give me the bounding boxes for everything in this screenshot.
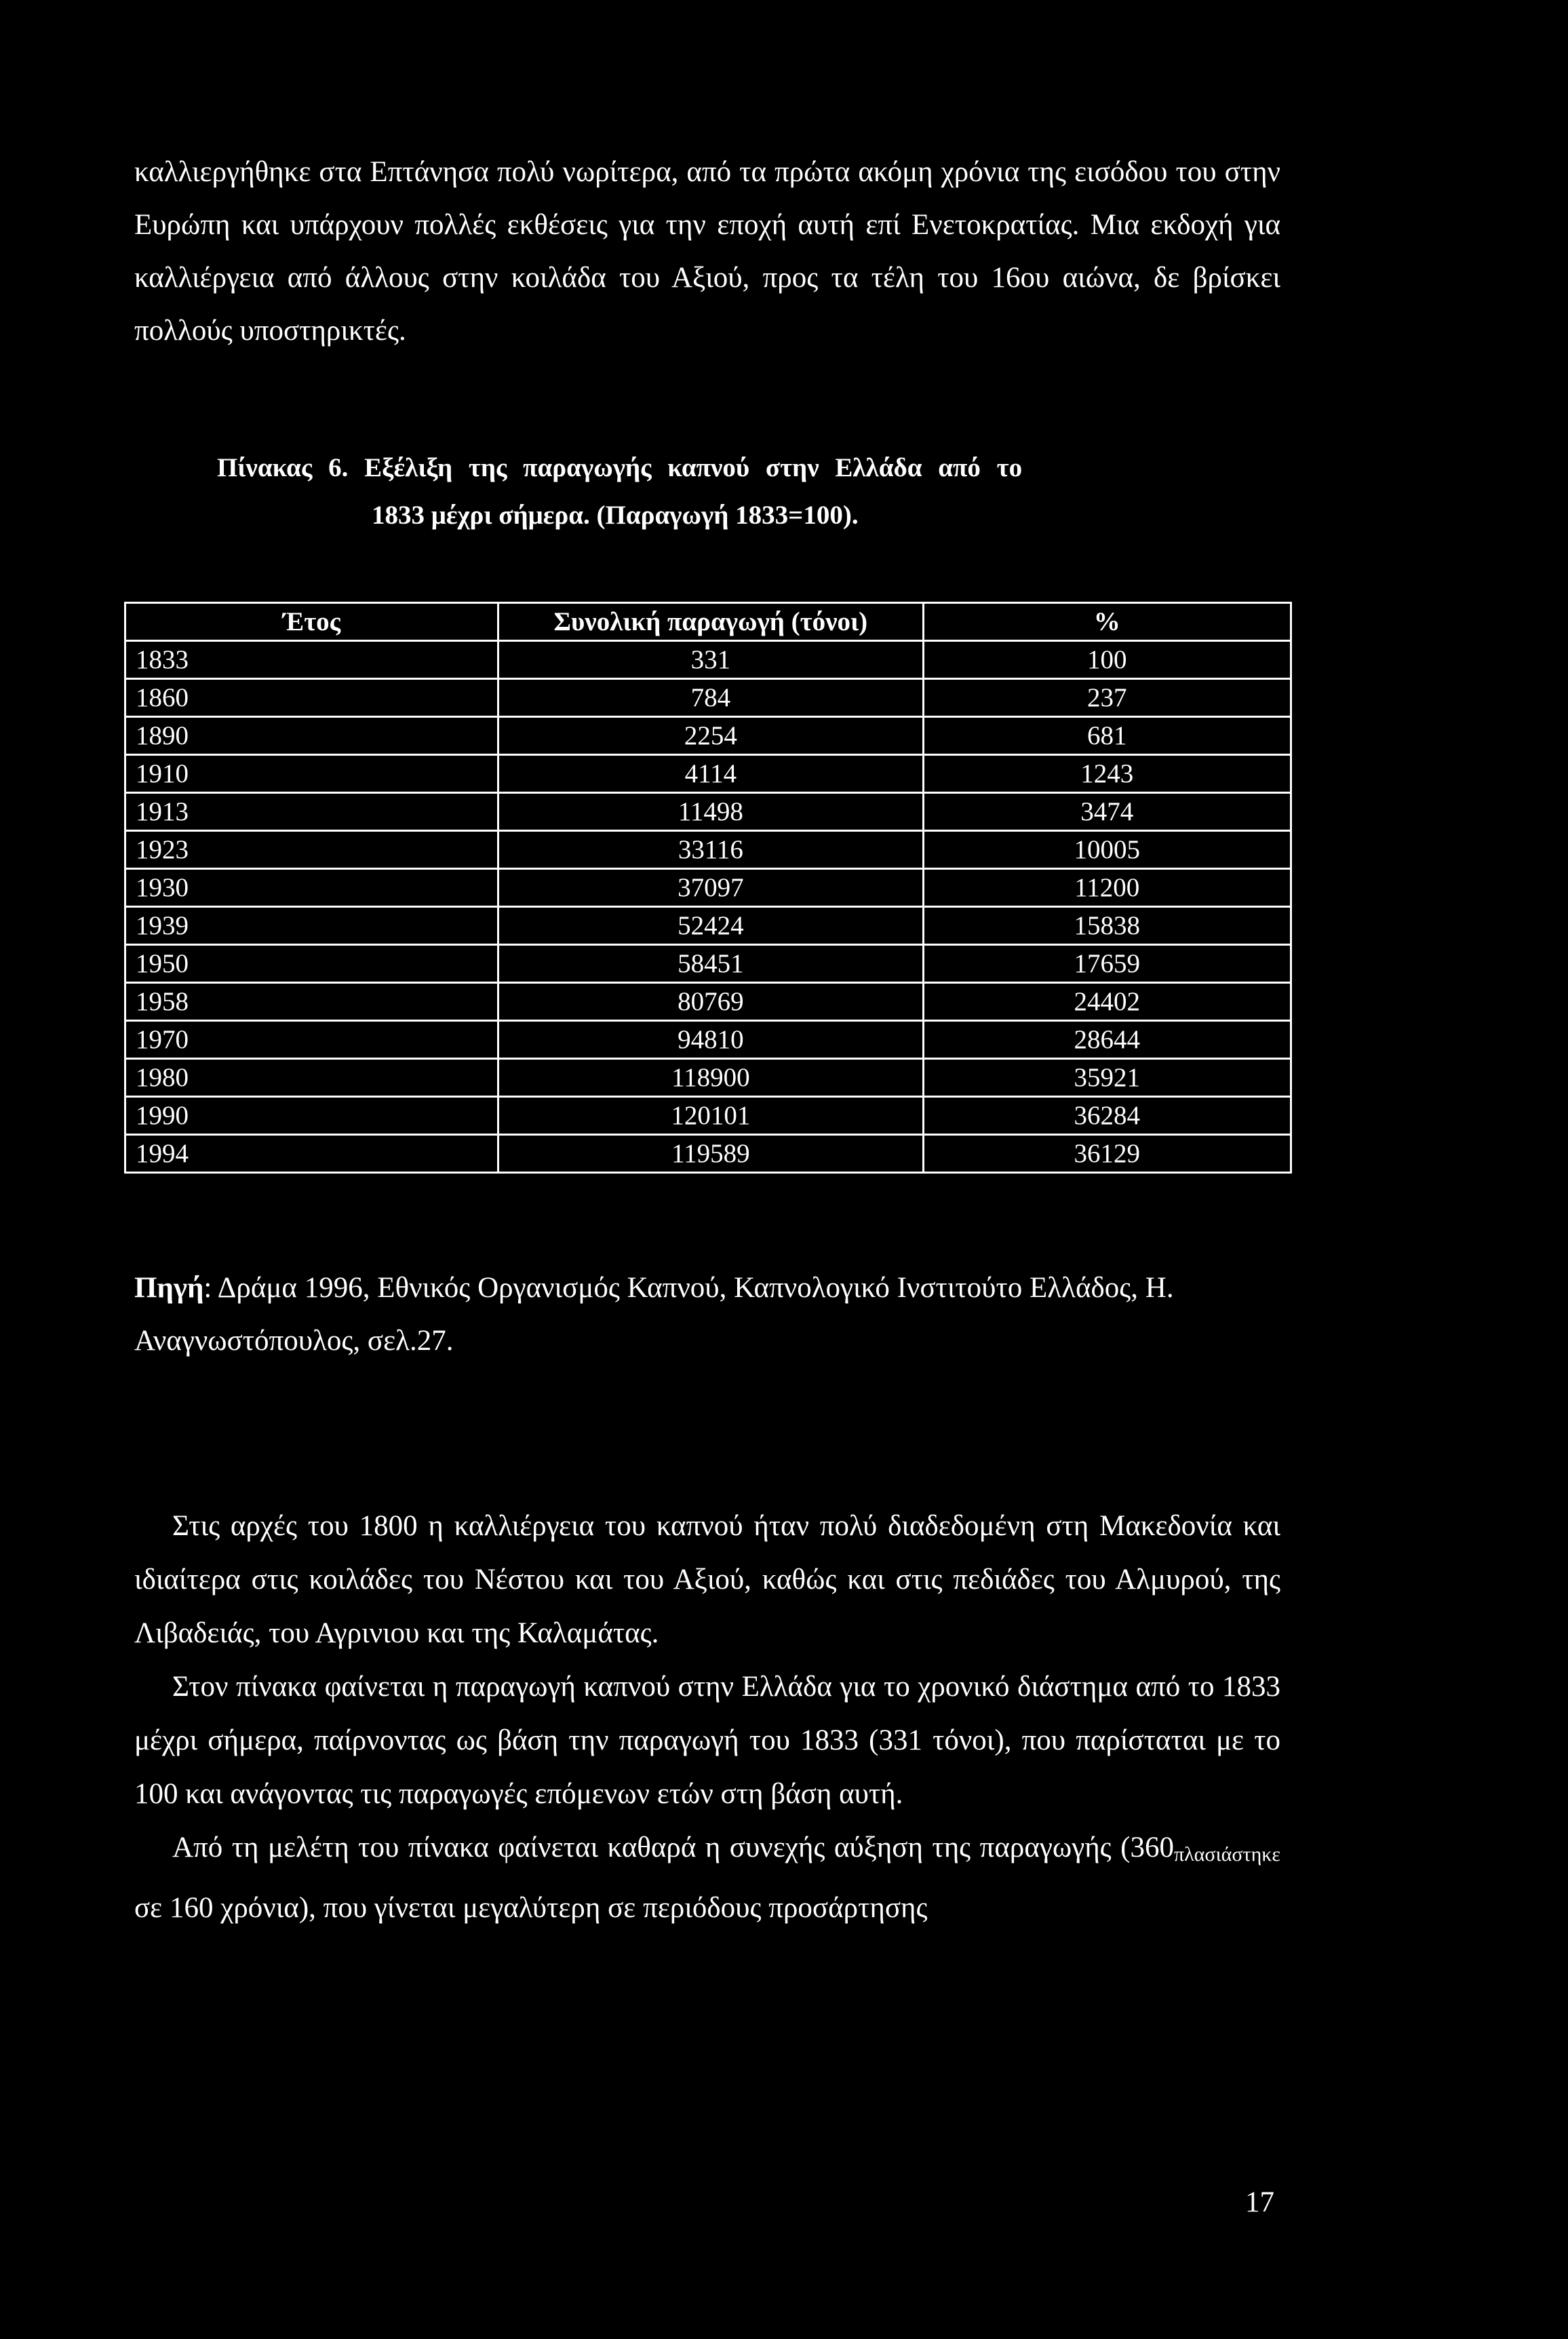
body-paragraph-3-start: Από τη μελέτη του πίνακα φαίνεται καθαρά η συνεχής αύξηση της παραγωγής (360 [172, 1832, 1174, 1863]
cell-total-production: 784 [498, 679, 923, 717]
table-caption-line2: 1833 μέχρι σήμερα. (Παραγωγή 1833=100). [372, 501, 859, 530]
cell-year: 1994 [125, 1135, 498, 1173]
cell-year: 1990 [125, 1097, 498, 1135]
cell-total-production: 94810 [498, 1021, 923, 1059]
body-paragraph-2: Στον πίνακα φαίνεται η παραγωγή καπνού στην Ελλάδα για το χρονικό διάστημα από το 1833 μέχρι σήμερα, παίρνοντας ως βάση την παραγωγή του 1833 (331 τόνοι), που παρίσταται με το 100 και ανάγοντας τις παραγωγές επόμενων ετών στη βάση αυτή. [134, 1671, 1280, 1810]
cell-total-production: 33116 [498, 831, 923, 869]
cell-percent: 3474 [923, 793, 1291, 831]
page-number: 17 [1245, 2186, 1274, 2218]
table-header-row [125, 603, 1291, 641]
table-body [125, 641, 1291, 1173]
table-row [125, 983, 1291, 1021]
cell-total-production: 331 [498, 641, 923, 679]
body-paragraph-3-end: σε 160 χρόνια), που γίνεται μεγαλύτερη σε περιόδους προσάρτησης [134, 1892, 928, 1924]
intro-paragraph: καλλιεργήθηκε στα Επτάνησα πολύ νωρίτερα, από τα πρώτα ακόμη χρόνια της εισόδου του στην Ευρώπη και υπάρχουν πολλές εκθέσεις για την εποχή αυτή επί Ενετοκρατίας. Μια εκδοχή για καλλιέργεια από άλλους στην κοιλάδα του Αξιού, προς τα τέλη του 16ου αιώνα, δε βρίσκει πολλούς υποστηρικτές. [134, 156, 1280, 347]
table-row [125, 907, 1291, 945]
cell-total-production: 37097 [498, 869, 923, 907]
cell-year: 1980 [125, 1059, 498, 1097]
header-year: Έτος [125, 603, 498, 641]
body-text [134, 1499, 1280, 1935]
cell-year: 1913 [125, 793, 498, 831]
cell-percent: 36129 [923, 1135, 1291, 1173]
cell-percent: 237 [923, 679, 1291, 717]
cell-percent: 28644 [923, 1021, 1291, 1059]
cell-year: 1860 [125, 679, 498, 717]
table-row [125, 1059, 1291, 1097]
body-paragraph-3 [134, 1821, 1280, 1935]
cell-percent: 24402 [923, 983, 1291, 1021]
table-row [125, 717, 1291, 755]
cell-year: 1939 [125, 907, 498, 945]
body-paragraph-3-subscript: πλασιάστηκε [1173, 1843, 1280, 1866]
table-row [125, 945, 1291, 983]
cell-year: 1958 [125, 983, 498, 1021]
table-caption [217, 444, 1282, 539]
source-text: : Δράμα 1996, Εθνικός Οργανισμός Καπνού, Καπνολογικό Ινστιτούτο Ελλάδος, Η. Αναγνωστόπουλος, σελ.27. [134, 1272, 1174, 1357]
cell-total-production: 2254 [498, 717, 923, 755]
cell-total-production: 119589 [498, 1135, 923, 1173]
cell-percent: 681 [923, 717, 1291, 755]
table-row [125, 641, 1291, 679]
cell-total-production: 58451 [498, 945, 923, 983]
cell-percent: 100 [923, 641, 1291, 679]
table-row [125, 1097, 1291, 1135]
table-row [125, 793, 1291, 831]
source-label: Πηγή [134, 1272, 204, 1304]
table-row [125, 831, 1291, 869]
cell-year: 1890 [125, 717, 498, 755]
cell-total-production: 11498 [498, 793, 923, 831]
cell-percent: 17659 [923, 945, 1291, 983]
cell-year: 1950 [125, 945, 498, 983]
cell-percent: 35921 [923, 1059, 1291, 1097]
cell-total-production: 118900 [498, 1059, 923, 1097]
cell-year: 1833 [125, 641, 498, 679]
source-note [134, 1262, 1287, 1368]
cell-year: 1923 [125, 831, 498, 869]
production-table [124, 602, 1292, 1174]
body-paragraph-1: Στις αρχές του 1800 η καλλιέργεια του καπνού ήταν πολύ διαδεδομένη στη Μακεδονία και ιδιαίτερα στις κοιλάδες του Νέστου και του Αξιού, καθώς και στις πεδιάδες του Αλμυρού, της Λιβαδειάς, του Αγρινιου και της Καλαμάτας. [134, 1510, 1280, 1649]
table-row [125, 679, 1291, 717]
table-caption-line1: Πίνακας 6. Εξέλιξη της παραγωγής καπνού στην Ελλάδα από το [217, 453, 1023, 482]
cell-percent: 11200 [923, 869, 1291, 907]
cell-percent: 36284 [923, 1097, 1291, 1135]
cell-total-production: 52424 [498, 907, 923, 945]
cell-total-production: 120101 [498, 1097, 923, 1135]
cell-total-production: 80769 [498, 983, 923, 1021]
cell-year: 1970 [125, 1021, 498, 1059]
cell-year: 1930 [125, 869, 498, 907]
cell-percent: 10005 [923, 831, 1291, 869]
cell-percent: 15838 [923, 907, 1291, 945]
table-row [125, 755, 1291, 793]
cell-total-production: 4114 [498, 755, 923, 793]
cell-year: 1910 [125, 755, 498, 793]
header-total-production: Συνολική παραγωγή (τόνοι) [498, 603, 923, 641]
table-row [125, 869, 1291, 907]
table-row [125, 1135, 1291, 1173]
header-percent: % [923, 603, 1291, 641]
cell-percent: 1243 [923, 755, 1291, 793]
table-row [125, 1021, 1291, 1059]
